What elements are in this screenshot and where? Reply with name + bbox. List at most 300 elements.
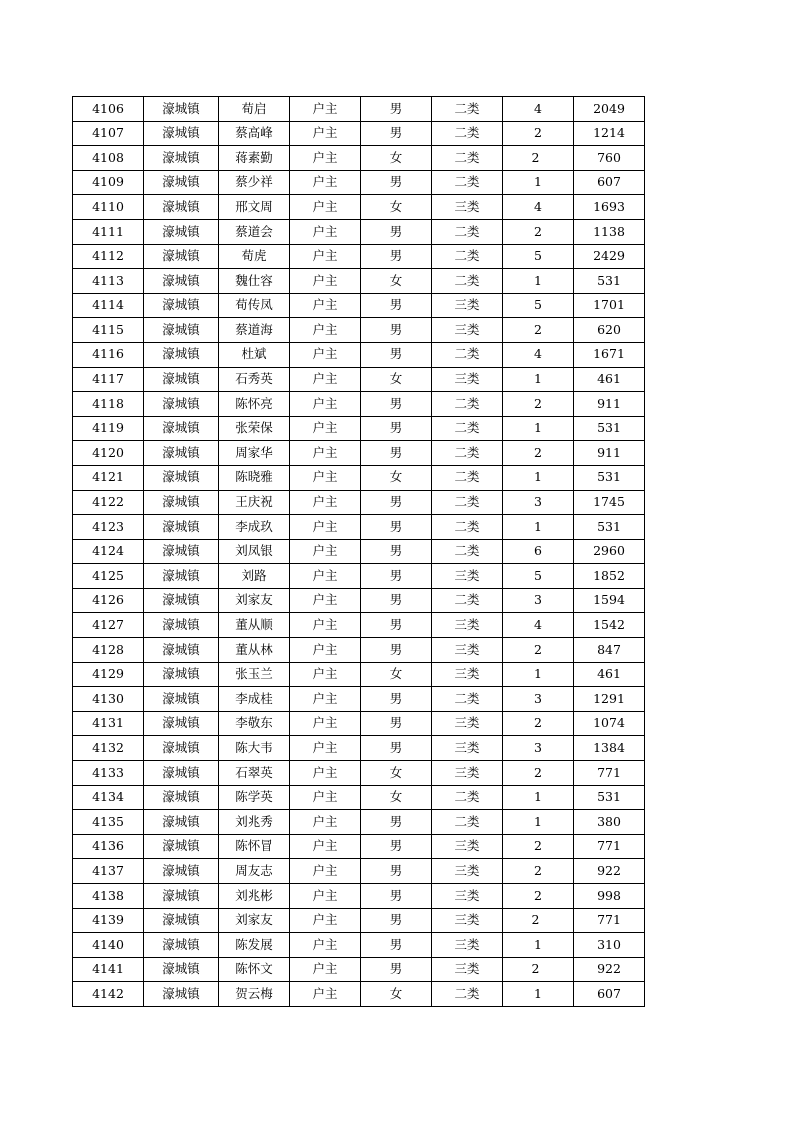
category-cell: 三类: [432, 908, 503, 933]
name-cell: 周家华: [219, 441, 290, 466]
category-cell: 三类: [432, 711, 503, 736]
record-number: 4135: [73, 810, 144, 835]
amount-cell: 2429: [574, 244, 645, 269]
category-cell: 二类: [432, 785, 503, 810]
record-number: 4130: [73, 687, 144, 712]
household-size-cell: 2: [503, 884, 574, 909]
record-number: 4124: [73, 539, 144, 564]
gender-cell: 女: [361, 761, 432, 786]
record-number: 4111: [73, 219, 144, 244]
town-cell: 濠城镇: [144, 539, 219, 564]
table-row: [73, 392, 645, 417]
amount-cell: 1384: [574, 736, 645, 761]
name-cell: 刘家友: [219, 588, 290, 613]
table-row: [73, 834, 645, 859]
name-cell: 张玉兰: [219, 662, 290, 687]
record-number: 4121: [73, 465, 144, 490]
amount-cell: 607: [574, 982, 645, 1007]
table-row: [73, 97, 645, 122]
gender-cell: 男: [361, 392, 432, 417]
household-size-cell: 3: [503, 490, 574, 515]
relation-cell: 户主: [290, 638, 361, 663]
name-cell: 李敬东: [219, 711, 290, 736]
amount-cell: 2049: [574, 97, 645, 122]
name-cell: 陈怀亮: [219, 392, 290, 417]
relation-cell: 户主: [290, 859, 361, 884]
category-cell: 三类: [432, 613, 503, 638]
town-cell: 濠城镇: [144, 933, 219, 958]
amount-cell: 1074: [574, 711, 645, 736]
town-cell: 濠城镇: [144, 97, 219, 122]
relation-cell: 户主: [290, 465, 361, 490]
household-size-cell: 1: [503, 982, 574, 1007]
relation-cell: 户主: [290, 785, 361, 810]
name-cell: 陈怀冒: [219, 834, 290, 859]
table-row: [73, 982, 645, 1007]
name-cell: 李成桂: [219, 687, 290, 712]
amount-cell: 531: [574, 465, 645, 490]
household-size-cell: 4: [503, 195, 574, 220]
table-row: [73, 564, 645, 589]
household-size-cell: 2: [503, 318, 574, 343]
record-number: 4133: [73, 761, 144, 786]
category-cell: 二类: [432, 687, 503, 712]
category-cell: 二类: [432, 146, 503, 171]
record-number: 4126: [73, 588, 144, 613]
amount-cell: 461: [574, 367, 645, 392]
record-number: 4138: [73, 884, 144, 909]
household-size-cell: 4: [503, 342, 574, 367]
gender-cell: 男: [361, 539, 432, 564]
amount-cell: 1745: [574, 490, 645, 515]
relation-cell: 户主: [290, 170, 361, 195]
town-cell: 濠城镇: [144, 416, 219, 441]
record-number: 4109: [73, 170, 144, 195]
household-size-cell: 2: [503, 859, 574, 884]
name-cell: 贺云梅: [219, 982, 290, 1007]
name-cell: 荀传凤: [219, 293, 290, 318]
household-size-cell: 1: [503, 170, 574, 195]
table-row: [73, 761, 645, 786]
record-number: 4115: [73, 318, 144, 343]
name-cell: 荀虎: [219, 244, 290, 269]
table-row: [73, 613, 645, 638]
table-row: [73, 441, 645, 466]
household-size-cell: 1: [503, 785, 574, 810]
relation-cell: 户主: [290, 613, 361, 638]
town-cell: 濠城镇: [144, 170, 219, 195]
relation-cell: 户主: [290, 269, 361, 294]
name-cell: 杜斌: [219, 342, 290, 367]
relation-cell: 户主: [290, 687, 361, 712]
household-size-cell: 2: [503, 219, 574, 244]
gender-cell: 男: [361, 121, 432, 146]
name-cell: 石秀英: [219, 367, 290, 392]
town-cell: 濠城镇: [144, 515, 219, 540]
gender-cell: 女: [361, 195, 432, 220]
name-cell: 陈大韦: [219, 736, 290, 761]
name-cell: 董从林: [219, 638, 290, 663]
town-cell: 濠城镇: [144, 638, 219, 663]
name-cell: 蔡少祥: [219, 170, 290, 195]
amount-cell: 380: [574, 810, 645, 835]
gender-cell: 男: [361, 293, 432, 318]
relation-cell: 户主: [290, 318, 361, 343]
gender-cell: 男: [361, 416, 432, 441]
category-cell: 二类: [432, 170, 503, 195]
name-cell: 魏仕容: [219, 269, 290, 294]
name-cell: 刘兆彬: [219, 884, 290, 909]
category-cell: 三类: [432, 957, 503, 982]
gender-cell: 男: [361, 490, 432, 515]
table-row: [73, 318, 645, 343]
record-number: 4136: [73, 834, 144, 859]
gender-cell: 男: [361, 687, 432, 712]
town-cell: 濠城镇: [144, 121, 219, 146]
record-number: 4137: [73, 859, 144, 884]
table-row: [73, 367, 645, 392]
amount-cell: 1594: [574, 588, 645, 613]
household-size-cell: 2: [503, 711, 574, 736]
amount-cell: 2960: [574, 539, 645, 564]
name-cell: 刘路: [219, 564, 290, 589]
town-cell: 濠城镇: [144, 588, 219, 613]
household-size-cell: 1: [503, 515, 574, 540]
category-cell: 二类: [432, 810, 503, 835]
category-cell: 三类: [432, 318, 503, 343]
town-cell: 濠城镇: [144, 441, 219, 466]
gender-cell: 男: [361, 588, 432, 613]
relation-cell: 户主: [290, 392, 361, 417]
record-number: 4140: [73, 933, 144, 958]
name-cell: 荀启: [219, 97, 290, 122]
name-cell: 陈怀文: [219, 957, 290, 982]
gender-cell: 女: [361, 785, 432, 810]
amount-cell: 771: [574, 761, 645, 786]
category-cell: 三类: [432, 736, 503, 761]
relation-cell: 户主: [290, 244, 361, 269]
town-cell: 濠城镇: [144, 564, 219, 589]
relation-cell: 户主: [290, 662, 361, 687]
gender-cell: 男: [361, 564, 432, 589]
relation-cell: 户主: [290, 736, 361, 761]
gender-cell: 男: [361, 244, 432, 269]
category-cell: 三类: [432, 367, 503, 392]
household-size-cell: 4: [503, 613, 574, 638]
record-number: 4131: [73, 711, 144, 736]
amount-cell: 1852: [574, 564, 645, 589]
category-cell: 二类: [432, 588, 503, 613]
relation-cell: 户主: [290, 293, 361, 318]
household-size-cell: 3: [503, 588, 574, 613]
table-row: [73, 957, 645, 982]
gender-cell: 男: [361, 638, 432, 663]
name-cell: 刘兆秀: [219, 810, 290, 835]
household-size-cell: 2: [503, 761, 574, 786]
town-cell: 濠城镇: [144, 342, 219, 367]
table-row: [73, 195, 645, 220]
name-cell: 董从顺: [219, 613, 290, 638]
table-row: [73, 515, 645, 540]
town-cell: 濠城镇: [144, 392, 219, 417]
household-size-cell: 2: [503, 146, 574, 171]
relation-cell: 户主: [290, 195, 361, 220]
name-cell: 蔡道会: [219, 219, 290, 244]
town-cell: 濠城镇: [144, 662, 219, 687]
category-cell: 三类: [432, 662, 503, 687]
category-cell: 三类: [432, 933, 503, 958]
name-cell: 邢文周: [219, 195, 290, 220]
category-cell: 二类: [432, 982, 503, 1007]
amount-cell: 531: [574, 785, 645, 810]
household-size-cell: 1: [503, 269, 574, 294]
category-cell: 二类: [432, 416, 503, 441]
relation-cell: 户主: [290, 416, 361, 441]
town-cell: 濠城镇: [144, 957, 219, 982]
table-row: [73, 293, 645, 318]
name-cell: 蒋素勤: [219, 146, 290, 171]
category-cell: 二类: [432, 97, 503, 122]
town-cell: 濠城镇: [144, 785, 219, 810]
household-size-cell: 1: [503, 933, 574, 958]
table-row: [73, 121, 645, 146]
record-number: 4120: [73, 441, 144, 466]
category-cell: 二类: [432, 392, 503, 417]
relation-cell: 户主: [290, 515, 361, 540]
record-number: 4118: [73, 392, 144, 417]
town-cell: 濠城镇: [144, 244, 219, 269]
household-size-cell: 3: [503, 687, 574, 712]
gender-cell: 女: [361, 662, 432, 687]
town-cell: 濠城镇: [144, 908, 219, 933]
gender-cell: 女: [361, 367, 432, 392]
record-number: 4113: [73, 269, 144, 294]
name-cell: 陈晓雅: [219, 465, 290, 490]
relation-cell: 户主: [290, 711, 361, 736]
category-cell: 二类: [432, 465, 503, 490]
amount-cell: 911: [574, 392, 645, 417]
town-cell: 濠城镇: [144, 761, 219, 786]
gender-cell: 女: [361, 982, 432, 1007]
amount-cell: 1693: [574, 195, 645, 220]
amount-cell: 922: [574, 859, 645, 884]
category-cell: 二类: [432, 244, 503, 269]
town-cell: 濠城镇: [144, 810, 219, 835]
amount-cell: 998: [574, 884, 645, 909]
amount-cell: 771: [574, 834, 645, 859]
table-row: [73, 638, 645, 663]
record-number: 4122: [73, 490, 144, 515]
household-table: [72, 96, 645, 1007]
record-number: 4142: [73, 982, 144, 1007]
table-row: [73, 146, 645, 171]
gender-cell: 男: [361, 441, 432, 466]
category-cell: 二类: [432, 441, 503, 466]
amount-cell: 1291: [574, 687, 645, 712]
category-cell: 三类: [432, 195, 503, 220]
amount-cell: 461: [574, 662, 645, 687]
gender-cell: 男: [361, 219, 432, 244]
gender-cell: 男: [361, 859, 432, 884]
amount-cell: 620: [574, 318, 645, 343]
relation-cell: 户主: [290, 957, 361, 982]
amount-cell: 607: [574, 170, 645, 195]
relation-cell: 户主: [290, 908, 361, 933]
gender-cell: 男: [361, 711, 432, 736]
household-size-cell: 1: [503, 367, 574, 392]
table-row: [73, 170, 645, 195]
name-cell: 张荣保: [219, 416, 290, 441]
relation-cell: 户主: [290, 761, 361, 786]
town-cell: 濠城镇: [144, 711, 219, 736]
table-row: [73, 490, 645, 515]
household-size-cell: 5: [503, 244, 574, 269]
relation-cell: 户主: [290, 564, 361, 589]
amount-cell: 1701: [574, 293, 645, 318]
table-row: [73, 859, 645, 884]
gender-cell: 男: [361, 515, 432, 540]
category-cell: 二类: [432, 219, 503, 244]
gender-cell: 男: [361, 834, 432, 859]
household-size-cell: 5: [503, 293, 574, 318]
name-cell: 王庆祝: [219, 490, 290, 515]
gender-cell: 男: [361, 884, 432, 909]
name-cell: 蔡道海: [219, 318, 290, 343]
name-cell: 陈发展: [219, 933, 290, 958]
relation-cell: 户主: [290, 367, 361, 392]
town-cell: 濠城镇: [144, 982, 219, 1007]
relation-cell: 户主: [290, 539, 361, 564]
table-row: [73, 342, 645, 367]
category-cell: 二类: [432, 515, 503, 540]
category-cell: 二类: [432, 539, 503, 564]
table-row: [73, 687, 645, 712]
table-row: [73, 810, 645, 835]
table-row: [73, 219, 645, 244]
amount-cell: 847: [574, 638, 645, 663]
name-cell: 陈学英: [219, 785, 290, 810]
town-cell: 濠城镇: [144, 736, 219, 761]
table-row: [73, 933, 645, 958]
relation-cell: 户主: [290, 810, 361, 835]
table-row: [73, 269, 645, 294]
record-number: 4119: [73, 416, 144, 441]
relation-cell: 户主: [290, 588, 361, 613]
amount-cell: 911: [574, 441, 645, 466]
table-row: [73, 884, 645, 909]
amount-cell: 531: [574, 269, 645, 294]
gender-cell: 男: [361, 908, 432, 933]
household-size-cell: 1: [503, 810, 574, 835]
table-row: [73, 785, 645, 810]
household-size-cell: 2: [503, 121, 574, 146]
record-number: 4114: [73, 293, 144, 318]
amount-cell: 771: [574, 908, 645, 933]
town-cell: 濠城镇: [144, 490, 219, 515]
record-number: 4117: [73, 367, 144, 392]
relation-cell: 户主: [290, 490, 361, 515]
town-cell: 濠城镇: [144, 293, 219, 318]
gender-cell: 男: [361, 957, 432, 982]
record-number: 4139: [73, 908, 144, 933]
household-size-cell: 2: [503, 957, 574, 982]
amount-cell: 922: [574, 957, 645, 982]
table-row: [73, 908, 645, 933]
category-cell: 二类: [432, 269, 503, 294]
town-cell: 濠城镇: [144, 219, 219, 244]
gender-cell: 男: [361, 613, 432, 638]
category-cell: 二类: [432, 121, 503, 146]
town-cell: 濠城镇: [144, 195, 219, 220]
category-cell: 二类: [432, 490, 503, 515]
household-size-cell: 1: [503, 662, 574, 687]
household-size-cell: 2: [503, 834, 574, 859]
record-number: 4132: [73, 736, 144, 761]
household-size-cell: 1: [503, 416, 574, 441]
household-size-cell: 1: [503, 465, 574, 490]
amount-cell: 310: [574, 933, 645, 958]
town-cell: 濠城镇: [144, 318, 219, 343]
gender-cell: 男: [361, 97, 432, 122]
name-cell: 蔡高峰: [219, 121, 290, 146]
relation-cell: 户主: [290, 97, 361, 122]
table-row: [73, 416, 645, 441]
record-number: 4125: [73, 564, 144, 589]
record-number: 4112: [73, 244, 144, 269]
gender-cell: 男: [361, 170, 432, 195]
name-cell: 刘家友: [219, 908, 290, 933]
record-number: 4141: [73, 957, 144, 982]
record-number: 4128: [73, 638, 144, 663]
relation-cell: 户主: [290, 121, 361, 146]
relation-cell: 户主: [290, 219, 361, 244]
household-size-cell: 2: [503, 441, 574, 466]
household-size-cell: 2: [503, 638, 574, 663]
category-cell: 三类: [432, 564, 503, 589]
record-number: 4116: [73, 342, 144, 367]
gender-cell: 女: [361, 146, 432, 171]
household-size-cell: 4: [503, 97, 574, 122]
table-row: [73, 465, 645, 490]
town-cell: 濠城镇: [144, 884, 219, 909]
relation-cell: 户主: [290, 146, 361, 171]
gender-cell: 男: [361, 933, 432, 958]
name-cell: 周友志: [219, 859, 290, 884]
town-cell: 濠城镇: [144, 269, 219, 294]
town-cell: 濠城镇: [144, 613, 219, 638]
name-cell: 刘凤银: [219, 539, 290, 564]
gender-cell: 男: [361, 342, 432, 367]
record-number: 4107: [73, 121, 144, 146]
relation-cell: 户主: [290, 884, 361, 909]
name-cell: 李成玖: [219, 515, 290, 540]
category-cell: 三类: [432, 859, 503, 884]
category-cell: 三类: [432, 761, 503, 786]
name-cell: 石翠英: [219, 761, 290, 786]
household-size-cell: 2: [503, 908, 574, 933]
table-row: [73, 588, 645, 613]
category-cell: 二类: [432, 342, 503, 367]
record-number: 4127: [73, 613, 144, 638]
record-number: 4129: [73, 662, 144, 687]
record-number: 4134: [73, 785, 144, 810]
amount-cell: 760: [574, 146, 645, 171]
record-number: 4110: [73, 195, 144, 220]
gender-cell: 男: [361, 810, 432, 835]
category-cell: 三类: [432, 834, 503, 859]
town-cell: 濠城镇: [144, 834, 219, 859]
table-row: [73, 736, 645, 761]
